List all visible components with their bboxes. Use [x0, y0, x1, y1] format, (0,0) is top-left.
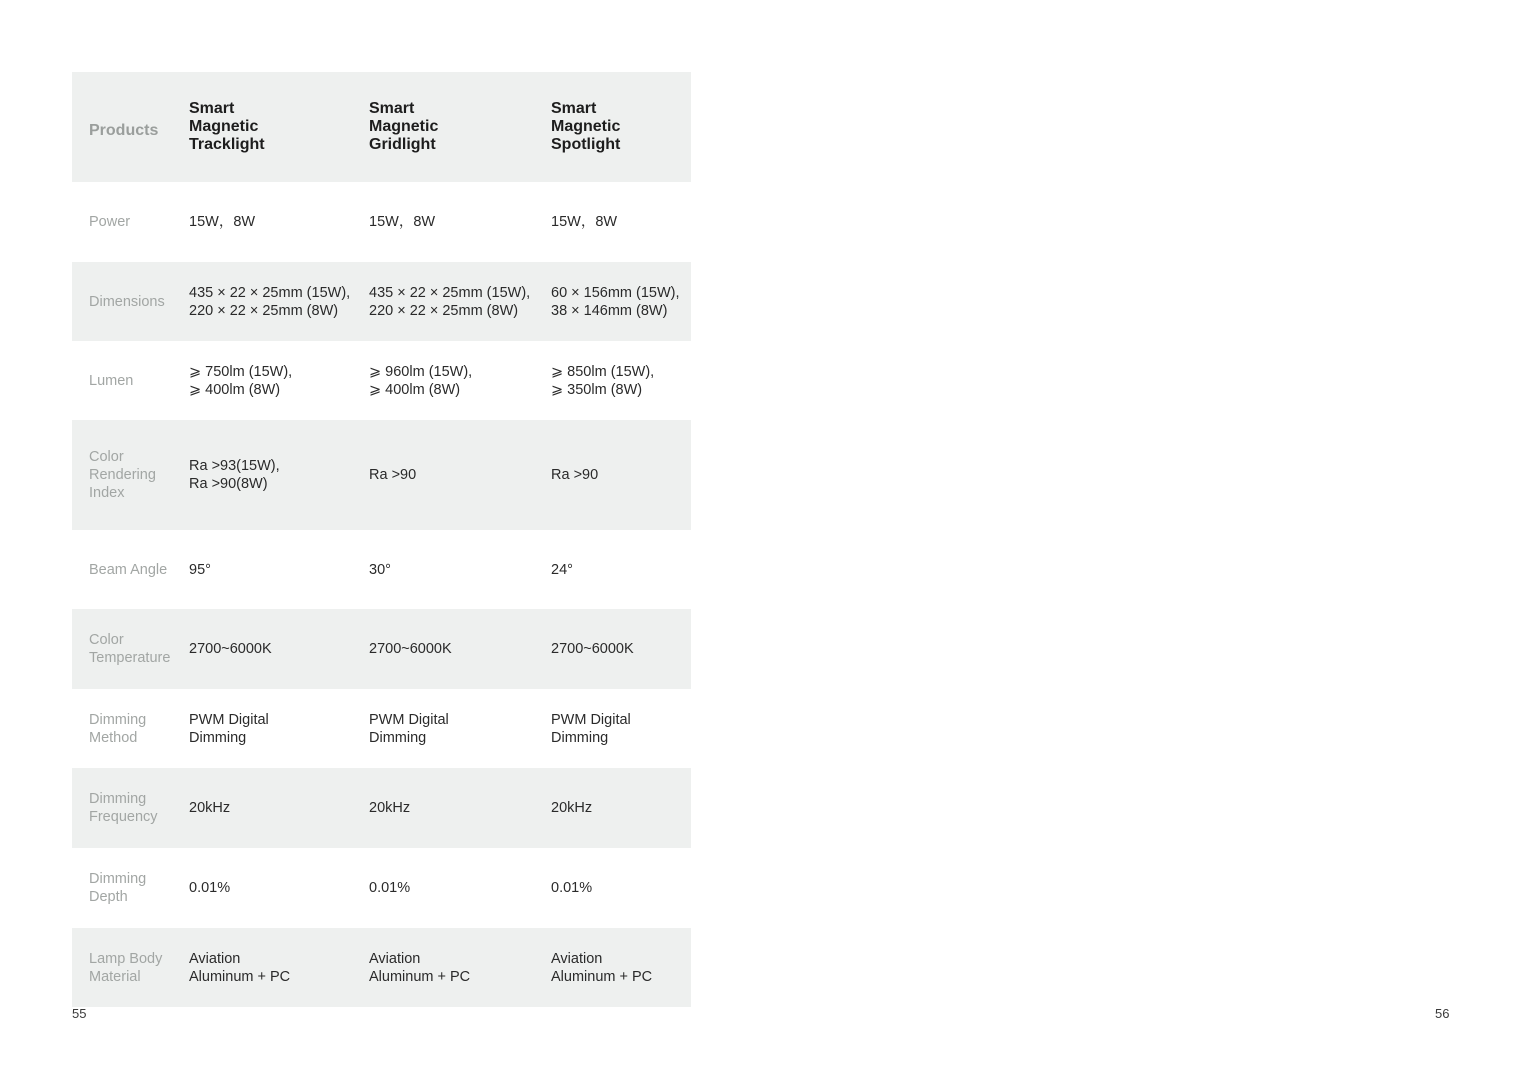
table-row-lumen	[72, 341, 691, 420]
row-value: 20kHz	[551, 800, 593, 816]
row-value: PWM Digital Dimming	[189, 711, 269, 746]
row-value: Aviation Aluminum + PC	[189, 950, 291, 985]
row-label: Dimensions	[89, 293, 165, 310]
table-row-dimming-depth	[72, 848, 691, 928]
row-label: Dimming Depth	[89, 871, 147, 905]
table-row-color-temperature	[72, 609, 691, 689]
row-value: PWM Digital Dimming	[369, 711, 449, 746]
table-row-dimming-frequency	[72, 768, 691, 848]
row-label: Power	[89, 214, 131, 230]
row-value: 60 × 156mm (15W), 38 × 146mm (8W)	[551, 284, 680, 319]
row-value: Ra >90	[551, 467, 599, 483]
row-value: 15W，8W	[189, 214, 256, 230]
page-number-right: 56	[1435, 1006, 1450, 1021]
row-value: Aviation Aluminum + PC	[551, 950, 653, 985]
row-value: 15W，8W	[369, 214, 436, 230]
row-value: 435 × 22 × 25mm (15W), 220 × 22 × 25mm (8W)	[369, 284, 531, 319]
header-label: Products	[89, 122, 159, 139]
row-value: 15W，8W	[551, 214, 618, 230]
row-value: 30°	[369, 561, 391, 578]
row-label: Color Temperature	[89, 632, 171, 666]
row-value: 0.01%	[189, 880, 231, 896]
table-header-row	[72, 72, 691, 182]
table-row-color-rendering-index	[72, 420, 691, 530]
row-label: Lumen	[89, 372, 134, 389]
row-value: PWM Digital Dimming	[551, 711, 631, 746]
spec-table	[72, 72, 691, 1007]
row-label: Color Rendering Index	[89, 449, 156, 501]
row-label: Beam Angle	[89, 561, 168, 578]
row-label: Dimming Frequency	[89, 791, 158, 825]
header-product-spotlight: Smart Magnetic Spotlight	[551, 100, 621, 153]
row-value: ⩾ 960lm (15W), ⩾ 400lm (8W)	[369, 363, 473, 398]
row-value: Aviation Aluminum + PC	[369, 950, 471, 985]
header-product-gridlight: Smart Magnetic Gridlight	[369, 100, 439, 153]
row-label: Lamp Body Material	[89, 950, 163, 985]
row-value: ⩾ 750lm (15W), ⩾ 400lm (8W)	[189, 363, 293, 398]
row-value: 0.01%	[369, 880, 411, 896]
row-value: 2700~6000K	[189, 641, 272, 657]
table-row-dimming-method	[72, 689, 691, 768]
row-value: 20kHz	[189, 800, 231, 816]
row-value: ⩾ 850lm (15W), ⩾ 350lm (8W)	[551, 363, 655, 398]
row-value: Ra >93(15W), Ra >90(8W)	[189, 458, 280, 492]
row-value: 0.01%	[551, 880, 593, 896]
row-value: 20kHz	[369, 800, 411, 816]
table-row-lamp-body-material	[72, 928, 691, 1007]
row-label: Dimming Method	[89, 711, 147, 746]
row-value: 95°	[189, 561, 211, 578]
page-number-left: 55	[72, 1006, 87, 1021]
table-row-dimensions	[72, 262, 691, 341]
table-row-power	[72, 182, 691, 262]
row-value: 2700~6000K	[369, 641, 452, 657]
row-value: 435 × 22 × 25mm (15W), 220 × 22 × 25mm (8W)	[189, 284, 351, 319]
row-value: Ra >90	[369, 467, 417, 483]
header-product-tracklight: Smart Magnetic Tracklight	[189, 100, 265, 153]
table-row-beam-angle	[72, 530, 691, 609]
row-value: 24°	[551, 561, 573, 578]
row-value: 2700~6000K	[551, 641, 634, 657]
